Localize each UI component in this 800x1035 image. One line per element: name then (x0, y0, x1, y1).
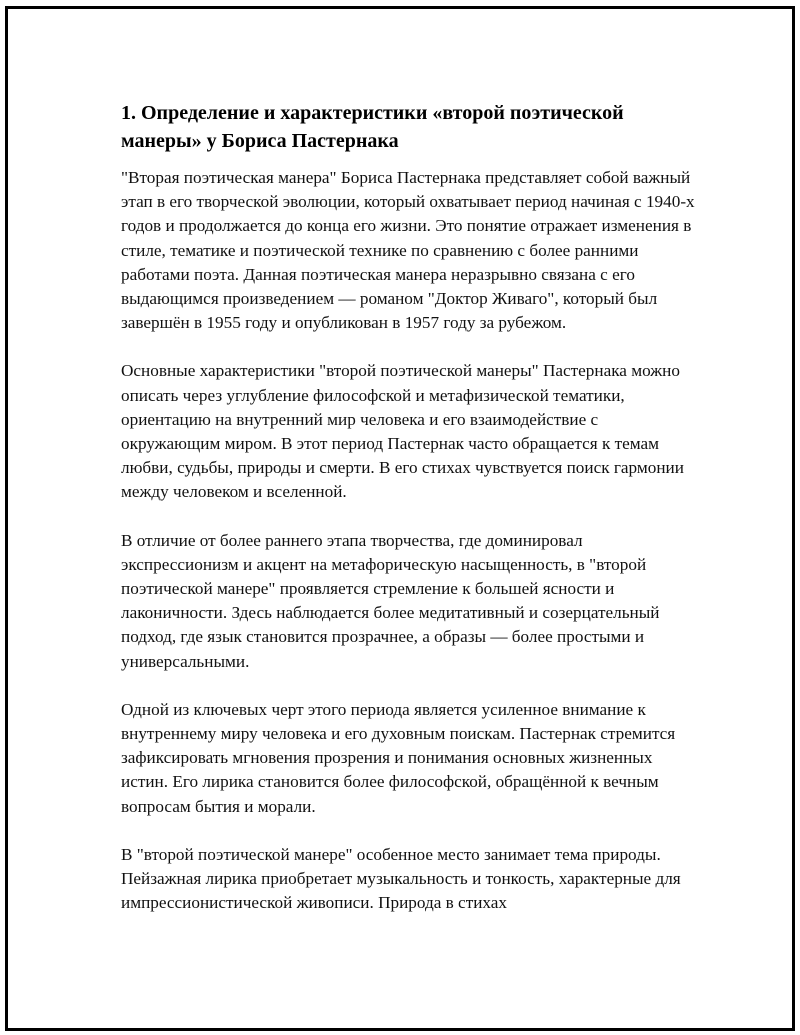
section-heading: 1. Определение и характеристики «второй поэтической манеры» у Бориса Пастернака (121, 102, 624, 152)
paragraph-5: В "второй поэтической манере" особенное место занимает тема природы. Пейзажная лирика приобретает музыкальность и тонкость, характерные для импрессионистической живописи. Природа в стихах (121, 844, 681, 913)
paragraph-4: Одной из ключевых черт этого периода является усиленное внимание к внутреннему миру человека и его духовным поискам. Пастернак стремится зафиксировать мгновения прозрения и понимания основных жизненных истин. Его лирика становится более философской, обращённой к вечным вопросам бытия и морали. (121, 699, 676, 816)
document-body (121, 99, 701, 939)
page-frame (5, 6, 795, 1031)
paragraph-1: "Вторая поэтическая манера" Бориса Пастернака представляет собой важный этап в его творческой эволюции, который охватывает период начиная с 1940-х годов и продолжается до конца его жизни. Это понятие отражает изменения в стиле, тематике и поэтической технике по сравнению с более ранними работами поэта. Данная поэтическая манера неразрывно связана с его выдающимся произведением — романом "Доктор Живаго", который был завершён в 1955 году и опубликован в 1957 году за рубежом. (121, 168, 695, 333)
paragraph-3: В отличие от более раннего этапа творчества, где доминировал экспрессионизм и акцент на метафорическую насыщенность, в "второй поэтической манере" проявляется стремление к большей ясности и лаконичности. Здесь наблюдается более медитативный и созерцательный подход, где язык становится прозрачнее, а образы — более простыми и универсальными. (121, 530, 660, 671)
paragraph-2: Основные характеристики "второй поэтической манеры" Пастернака можно описать через углубление философской и метафизической тематики, ориентацию на внутренний мир человека и его взаимодействие с окружающим миром. В этот период Пастернак часто обращается к темам любви, судьбы, природы и смерти. В его стихах чувствуется поиск гармонии между человеком и вселенной. (121, 361, 684, 502)
